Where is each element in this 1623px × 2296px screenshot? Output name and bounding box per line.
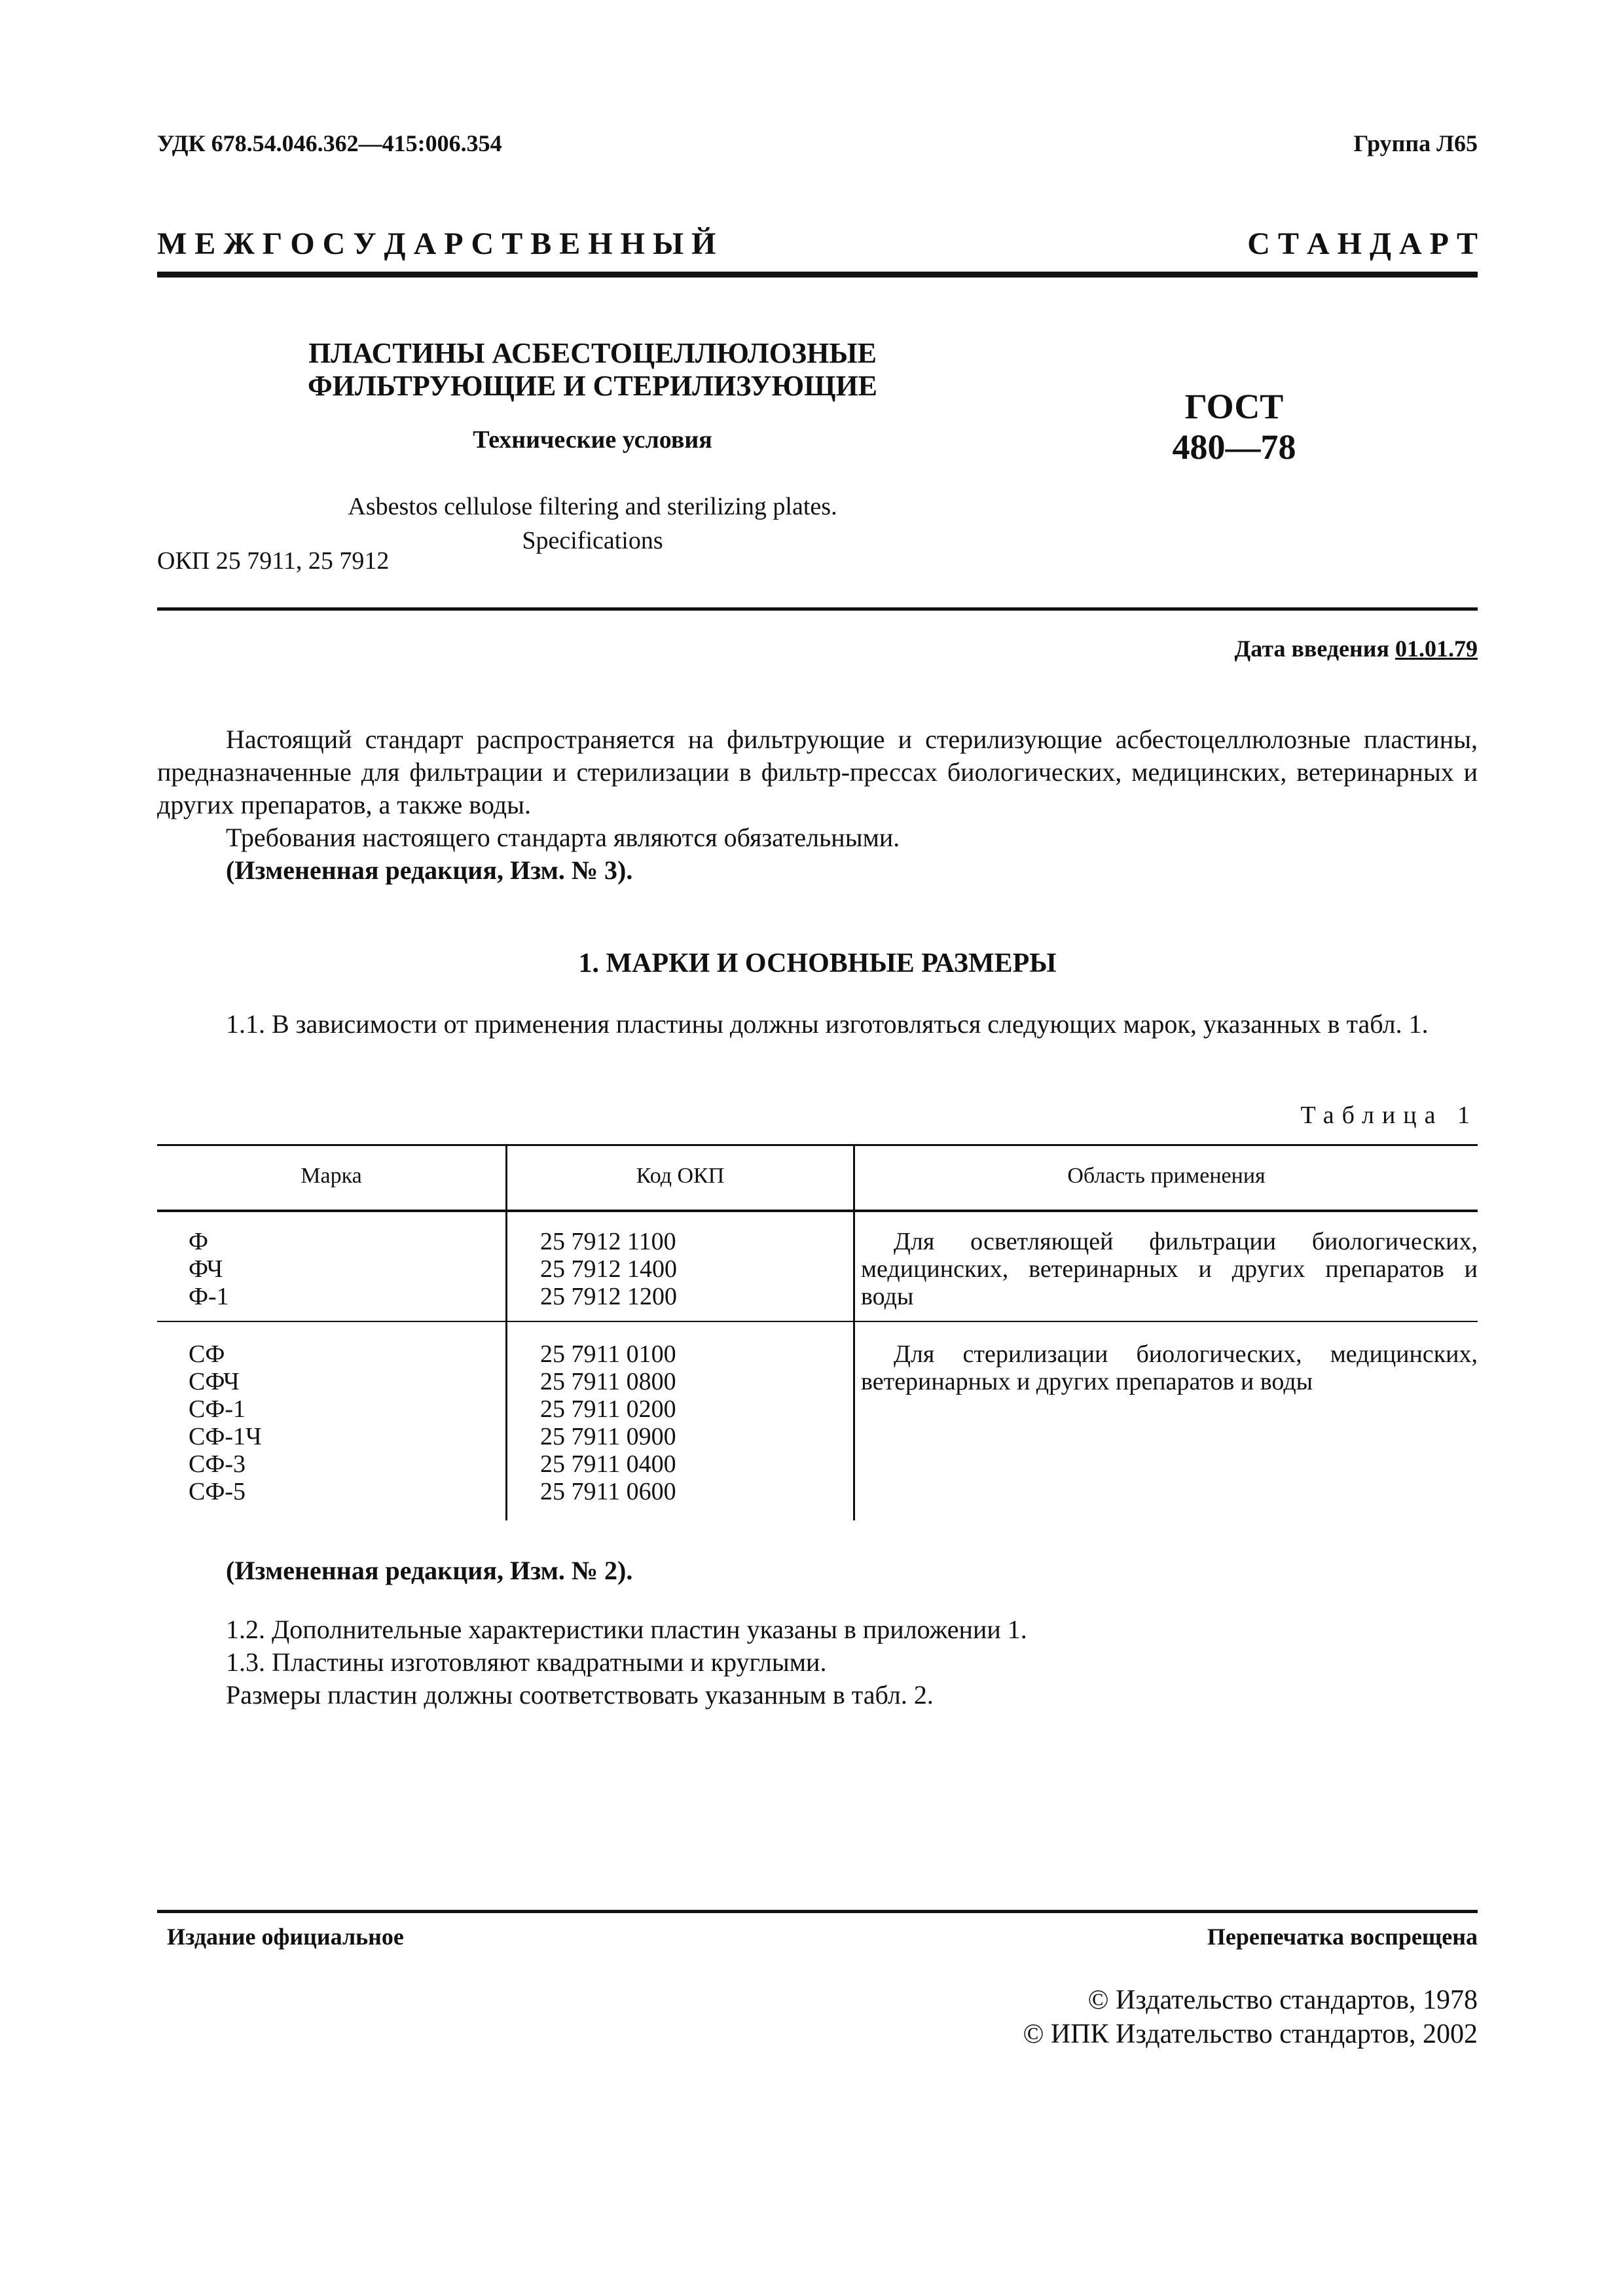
paragraph-mandatory: Требования настоящего стандарта являются обязательными. — [226, 823, 900, 852]
gost-number — [1061, 386, 1408, 467]
mark-sf-1: СФ-1 — [189, 1395, 246, 1423]
table-cell-application — [861, 1228, 1478, 1310]
paragraph-scope: Настоящий стандарт распространяется на фильтрующие и стерилизующие асбестоцеллюлозные пластины, предназначенные для фильтрации и стерилизации в фильтр-прессах биологических, медицинских, ветеринарных и других препаратов, а также воды. — [157, 725, 1478, 819]
code-sf-1ch: 25 7911 0900 — [540, 1423, 676, 1450]
udk-code: УДК 678.54.046.362—415:006.354 — [157, 130, 502, 156]
table-cell-codes — [540, 1340, 676, 1505]
table-cell-codes — [540, 1228, 677, 1310]
reprint-prohibited: Перепечатка воспрещена — [1207, 1924, 1478, 1950]
amendment-note-3: (Измененная редакция, Изм. № 3). — [226, 855, 633, 885]
footer-rule — [157, 1910, 1478, 1913]
english-title-line-1: Asbestos cellulose filtering and sterilizing plates. — [348, 493, 837, 520]
section-heading-1: 1. МАРКИ И ОСНОВНЫЕ РАЗМЕРЫ — [578, 948, 1057, 978]
paragraph-1-2: 1.2. Дополнительные характеристики пластин указаны в приложении 1. — [226, 1615, 1027, 1644]
table-header-rule — [157, 1210, 1478, 1212]
code-sf-5: 25 7911 0600 — [540, 1478, 676, 1505]
table-top-rule — [157, 1144, 1478, 1146]
header-rule — [157, 272, 1478, 278]
mark-sfch: СФЧ — [189, 1368, 240, 1395]
code-sf-3: 25 7911 0400 — [540, 1450, 676, 1478]
code-f-1: 25 7912 1200 — [540, 1283, 677, 1310]
table-col-divider-2 — [853, 1144, 855, 1520]
paragraph-sizes: Размеры пластин должны соответствовать указанным в табл. 2. — [226, 1680, 934, 1710]
header-mark: Марка — [301, 1164, 362, 1188]
table-col-divider-1 — [505, 1144, 507, 1520]
table-group-rule — [157, 1321, 1478, 1322]
banner-word-1: М Е Ж Г О С У Д А Р С Т В Е Н Н Ы Й — [157, 226, 716, 261]
copyright-2002: © ИПК Издательство стандартов, 2002 — [1023, 2019, 1478, 2049]
document-subtitle: Технические условия — [473, 426, 712, 454]
gost-id: 480—78 — [1172, 427, 1296, 467]
standard-banner — [157, 226, 1478, 262]
mark-sf-5: СФ-5 — [189, 1478, 246, 1505]
title-line-2: ФИЛЬТРУЮЩИЕ И СТЕРИЛИЗУЮЩИЕ — [307, 370, 878, 402]
copyright-1978: © Издательство стандартов, 1978 — [1087, 1985, 1478, 2015]
mark-sf: СФ — [189, 1340, 225, 1368]
application-line-1: Для стерилизации биологических, медицинских, — [894, 1340, 1478, 1368]
code-sf: 25 7911 0100 — [540, 1340, 676, 1368]
okp-codes: ОКП 25 7911, 25 7912 — [157, 547, 390, 575]
mark-f: Ф — [189, 1228, 209, 1255]
title-line-1: ПЛАСТИНЫ АСБЕСТОЦЕЛЛЮЛОЗНЫЕ — [308, 337, 877, 369]
paragraph-1-3: 1.3. Пластины изготовляют квадратными и круглыми. — [226, 1647, 827, 1677]
group-code: Группа Л65 — [1353, 130, 1478, 156]
official-edition: Издание официальное — [167, 1924, 404, 1950]
banner-word-2: С Т А Н Д А Р Т — [1247, 226, 1478, 261]
table-cell-marks — [189, 1228, 229, 1310]
code-sfch: 25 7911 0800 — [540, 1368, 676, 1395]
mark-fch: ФЧ — [189, 1255, 223, 1283]
application-line-1: Для осветляющей фильтрации биологических, — [894, 1228, 1478, 1255]
effective-date — [1235, 635, 1478, 662]
application-line-2: ветеринарных и других препаратов и воды — [861, 1368, 1313, 1395]
table-caption: Таблица 1 — [1300, 1102, 1478, 1129]
mark-sf-1ch: СФ-1Ч — [189, 1423, 262, 1450]
table-cell-marks — [189, 1340, 262, 1505]
gost-label: ГОСТ — [1184, 387, 1284, 426]
title-rule — [157, 607, 1478, 611]
application-line-2: медицинских, ветеринарных и других препаратов и — [861, 1255, 1478, 1283]
code-f: 25 7912 1100 — [540, 1228, 676, 1255]
code-sf-1: 25 7911 0200 — [540, 1395, 676, 1423]
document-title — [157, 337, 1028, 403]
copyright-block — [1023, 1983, 1478, 2051]
mark-sf-3: СФ-3 — [189, 1450, 246, 1478]
amendment-note-2: (Измененная редакция, Изм. № 2). — [226, 1556, 633, 1585]
code-fch: 25 7912 1400 — [540, 1255, 677, 1283]
date-label: Дата введения — [1234, 636, 1389, 662]
table-cell-application — [861, 1340, 1478, 1395]
english-title-line-2: Specifications — [522, 527, 663, 554]
header-application: Область применения — [1067, 1164, 1266, 1188]
paragraph-1-1: 1.1. В зависимости от применения пластины должны изготовляться следующих марок, указанных в табл. 1. — [226, 1009, 1429, 1039]
header-okp-code: Код ОКП — [636, 1164, 725, 1188]
application-line-3: воды — [861, 1283, 914, 1310]
date-value: 01.01.79 — [1395, 636, 1478, 662]
mark-f-1: Ф-1 — [189, 1283, 229, 1310]
